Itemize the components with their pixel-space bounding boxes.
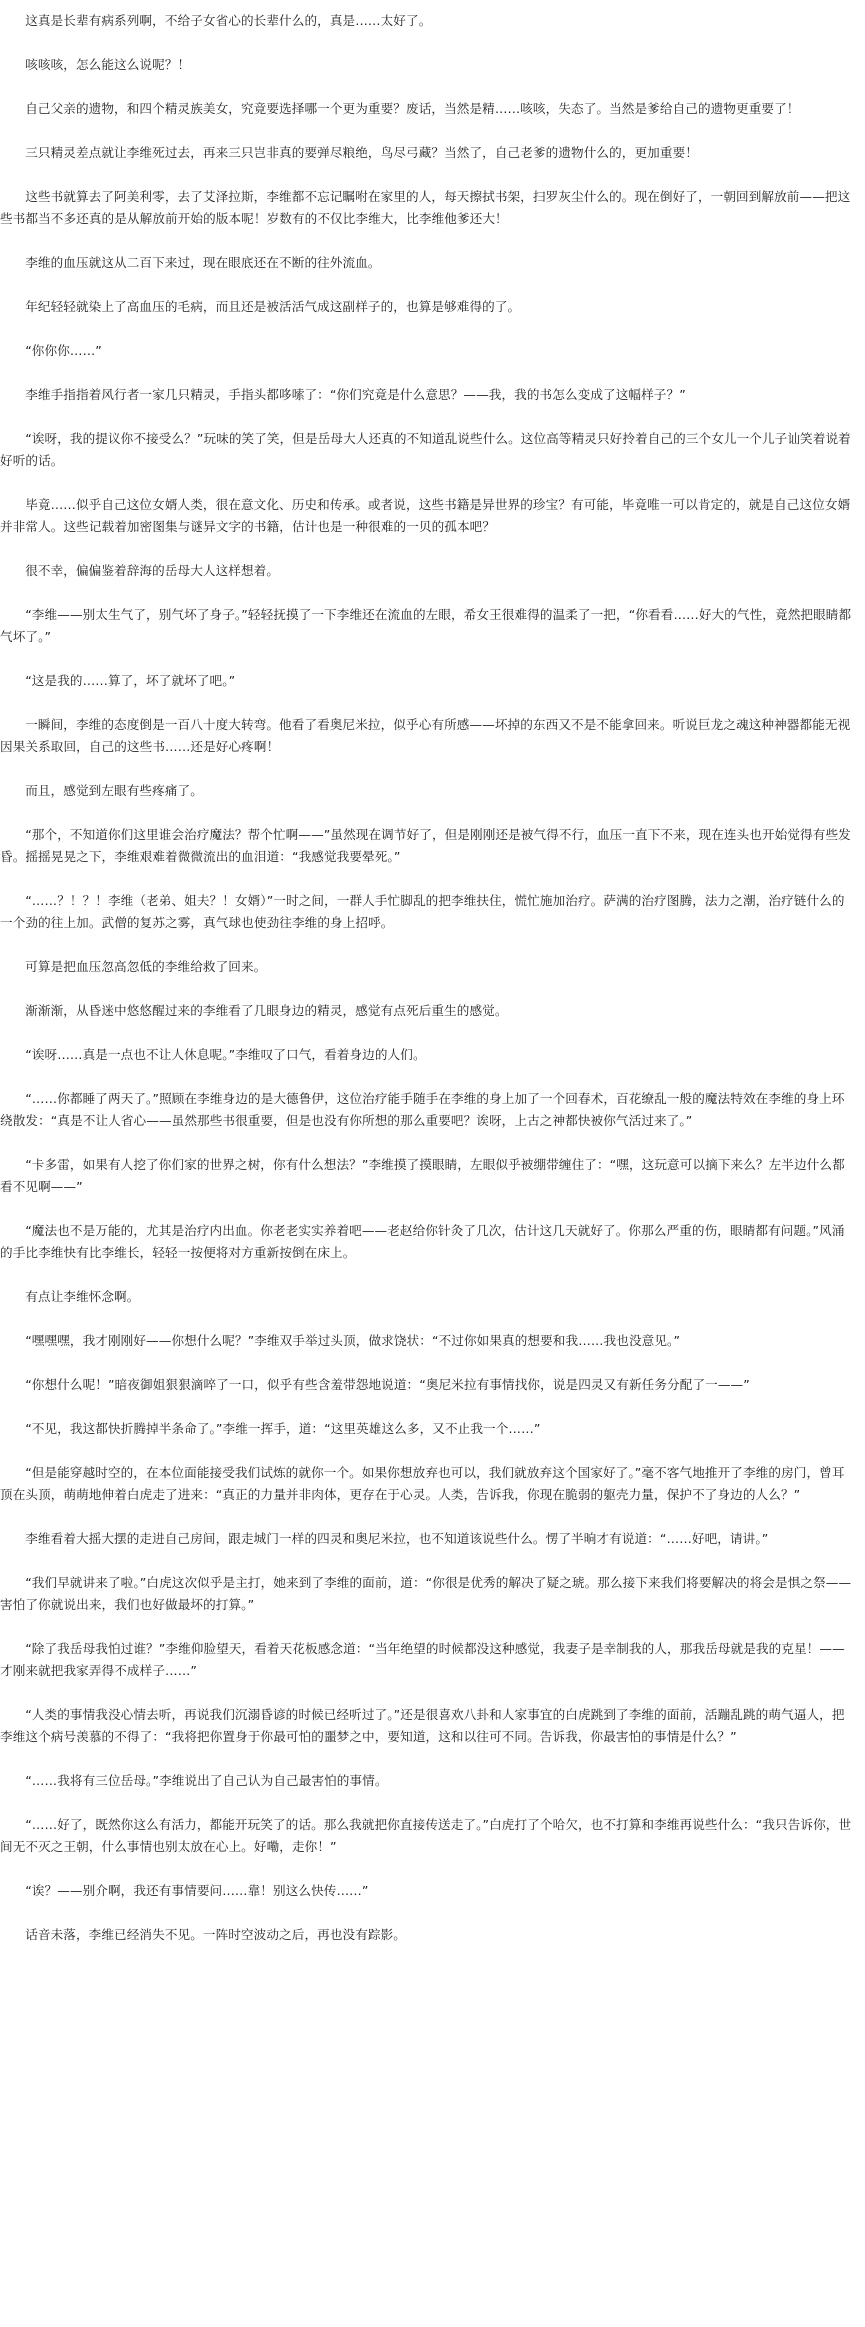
paragraph: “诶？——别介啊，我还有事情要问……靠！别这么快传……” <box>25 1883 369 1898</box>
paragraph: “诶呀，我的提议你不接受么？”玩味的笑了笑，但是岳母大人还真的不知道乱说些什么。这位高等精灵只好拎着自己的三个女儿一个儿子讪笑着说着好听的话。 <box>0 431 851 468</box>
paragraph: 这些书就算去了阿美利零，去了艾泽拉斯，李维都不忘记瞩咐在家里的人，每天擦拭书架，扫罗灰尘什么的。现在倒好了，一朝回到解放前——把这些书都当不多还真的是从解放前开始的版本呢！岁数有的不仅比李维大，比李维他爹还大！ <box>0 189 851 226</box>
paragraph: 话音未落，李维已经消失不见。一阵时空波动之后，再也没有踪影。 <box>25 1927 406 1942</box>
paragraph: “……好了，既然你这么有活力，都能开玩笑了的话。那么我就把你直接传送走了。”白虎打了个哈欠，也不打算和李维再说些什么：“我只告诉你，世间无不灭之王朝，什么事情也别太放在心上。好嘞，走你！” <box>0 1817 852 1854</box>
paragraph: “诶呀……真是一点也不让人休息呢。”李维叹了口气，看着身边的人们。 <box>25 1047 426 1062</box>
paragraph: 渐渐渐，从昏迷中悠悠醒过来的李维看了几眼身边的精灵，感觉有点死后重生的感觉。 <box>25 1003 508 1018</box>
paragraph: “不见，我这都快折腾掉半条命了。”李维一挥手，道：“这里英雄这么多，又不止我一个……” <box>25 1421 541 1436</box>
paragraph: 年纪轻轻就染上了高血压的毛病，而且还是被活活气成这副样子的，也算是够难得的了。 <box>25 299 521 314</box>
paragraph: 李维手指指着风行者一家几只精灵，手指头都哆嗦了：“你们究竟是什么意思？——我，我的书怎么变成了这幅样子？” <box>25 387 686 402</box>
paragraph: 李维的血压就这从二百下来过，现在眼底还在不断的往外流血。 <box>25 255 381 270</box>
paragraph: 可算是把血压忽高忽低的李维给救了回来。 <box>25 959 267 974</box>
paragraph: “李维——别太生气了，别气坏了身子。”轻轻抚摸了一下李维还在流血的左眼，希女王很难得的温柔了一把，“你看看……好大的气性，竟然把眼睛都气坏了。” <box>0 607 852 644</box>
paragraph: “……你都睡了两天了。”照顾在李维身边的是大德鲁伊，这位治疗能手随手在李维的身上加了一个回春术，百花缭乱一般的魔法特效在李维的身上环绕散发：“真是不让人省心——虽然那些书很重要，但是也没有你所想的那么重要吧？诶呀，上古之神都快被你气活过来了。” <box>0 1091 845 1128</box>
paragraph: “你你你……” <box>25 343 102 358</box>
paragraph: “但是能穿越时空的，在本位面能接受我们试炼的就你一个。如果你想放弃也可以，我们就放弃这个国家好了。”毫不客气地推开了李维的房门，曾耳顶在头顶，萌萌地伸着白虎走了进来：“真正的力量并非肉体，更存在于心灵。人类，告诉我，你现在脆弱的躯壳力量，保护不了身边的人么？” <box>0 1465 845 1502</box>
paragraph: “魔法也不是万能的，尤其是治疗内出血。你老老实实养着吧——老赵给你针灸了几次，估计这几天就好了。你那么严重的伤，眼睛都有问题。”风涌的手比李维快有比李维长，轻轻一按便将对方重新按倒在床上。 <box>0 1223 845 1260</box>
paragraph: 咳咳咳，怎么能这么说呢？！ <box>25 57 191 72</box>
paragraph: “嘿嘿嘿，我才刚刚好——你想什么呢？”李维双手举过头顶，做求饶状：“不过你如果真的想要和我……我也没意见。” <box>25 1333 681 1348</box>
paragraph: “我们早就讲来了啦。”白虎这次似乎是主打，她来到了李维的面前，道：“你很是优秀的解决了疑之琥。那么接下来我们将要解决的将会是惧之祭——害怕了你就说出来，我们也好做最坏的打算。” <box>0 1575 852 1612</box>
paragraph: “那个，不知道你们这里谁会治疗魔法？帮个忙啊——”虽然现在调节好了，但是刚刚还是被气得不行，血压一直下不来，现在连头也开始觉得有些发昏。摇摇晃晃之下，李维艰难着微微流出的血泪道：“我感觉我要晕死。” <box>0 827 851 864</box>
paragraph: “……我将有三位岳母。”李维说出了自己认为自己最害怕的事情。 <box>25 1773 388 1788</box>
paragraph: 一瞬间，李维的态度倒是一百八十度大转弯。他看了看奥尼米拉，似乎心有所感——坏掉的东西又不是不能拿回来。听说巨龙之魂这种神器都能无视因果关系取回，自己的这些书……还是好心疼啊！ <box>0 717 851 754</box>
paragraph: “这是我的……算了，坏了就坏了吧。” <box>25 673 236 688</box>
paragraph: 这真是长辈有病系列啊，不给子女省心的长辈什么的，真是……太好了。 <box>25 13 432 28</box>
paragraph: 三只精灵差点就让李维死过去，再来三只岂非真的要弹尽粮绝，鸟尽弓藏？当然了，自己老爹的遗物什么的，更加重要！ <box>25 145 698 160</box>
paragraph: 很不幸，偏偏鉴着辞海的岳母大人这样想着。 <box>25 563 280 578</box>
paragraph: “你想什么呢！”暗夜御姐狠狠滴啐了一口，似乎有些含羞带怨地说道：“奥尼米拉有事情找你，说是四灵又有新任务分配了一——” <box>25 1377 750 1392</box>
paragraph: “……？！？！李维（老弟、姐夫？！女婿）”一时之间，一群人手忙脚乱的把李维扶住，慌忙施加治疗。萨满的治疗图腾，法力之潮，治疗链什么的一个劲的往上加。武僧的复苏之雾，真气球也使劲往李维的身上招呼。 <box>0 893 845 930</box>
paragraph: 毕竟……似乎自己这位女婿人类，很在意文化、历史和传承。或者说，这些书籍是异世界的珍宝？有可能，毕竟唯一可以肯定的，就是自己这位女婿并非常人。这些记载着加密图集与谜异文字的书籍，估计也是一种很难的一贝的孤本吧？ <box>0 497 851 534</box>
paragraph: “卡多雷，如果有人挖了你们家的世界之树，你有什么想法？”李维摸了摸眼睛，左眼似乎被绷带缠住了：“嘿，这玩意可以摘下来么？左半边什么都看不见啊——” <box>0 1157 845 1194</box>
paragraph: 自己父亲的遗物，和四个精灵族美女，究竟要选择哪一个更为重要？废话，当然是精……咳咳，失态了。当然是爹给自己的遗物更重要了！ <box>25 101 800 116</box>
paragraph: “除了我岳母我怕过谁？”李维仰脸望天，看着天花板感念道：“当年绝望的时候都没这种感觉，我妻子是幸制我的人，那我岳母就是我的克星！——才刚来就把我家弄得不成样子……” <box>0 1641 845 1678</box>
paragraph: 而且，感觉到左眼有些疼痛了。 <box>25 783 203 798</box>
paragraph: 李维看着大摇大摆的走进自己房间，跟走城门一样的四灵和奥尼米拉，也不知道该说些什么。愣了半晌才有说道：“……好吧，请讲。” <box>25 1531 769 1546</box>
paragraph: “人类的事情我没心情去听，再说我们沉溺昏谚的时候已经听过了。”还是很喜欢八卦和人家事宜的白虎跳到了李维的面前，活蹦乱跳的萌气逼人，把李维这个病号羡慕的不得了：“我将把你置身于你最可怕的噩梦之中，要知道，这和以往可不同。告诉我，你最害怕的事情是什么？” <box>0 1707 845 1744</box>
paragraph: 有点让李维怀念啊。 <box>25 1289 140 1304</box>
